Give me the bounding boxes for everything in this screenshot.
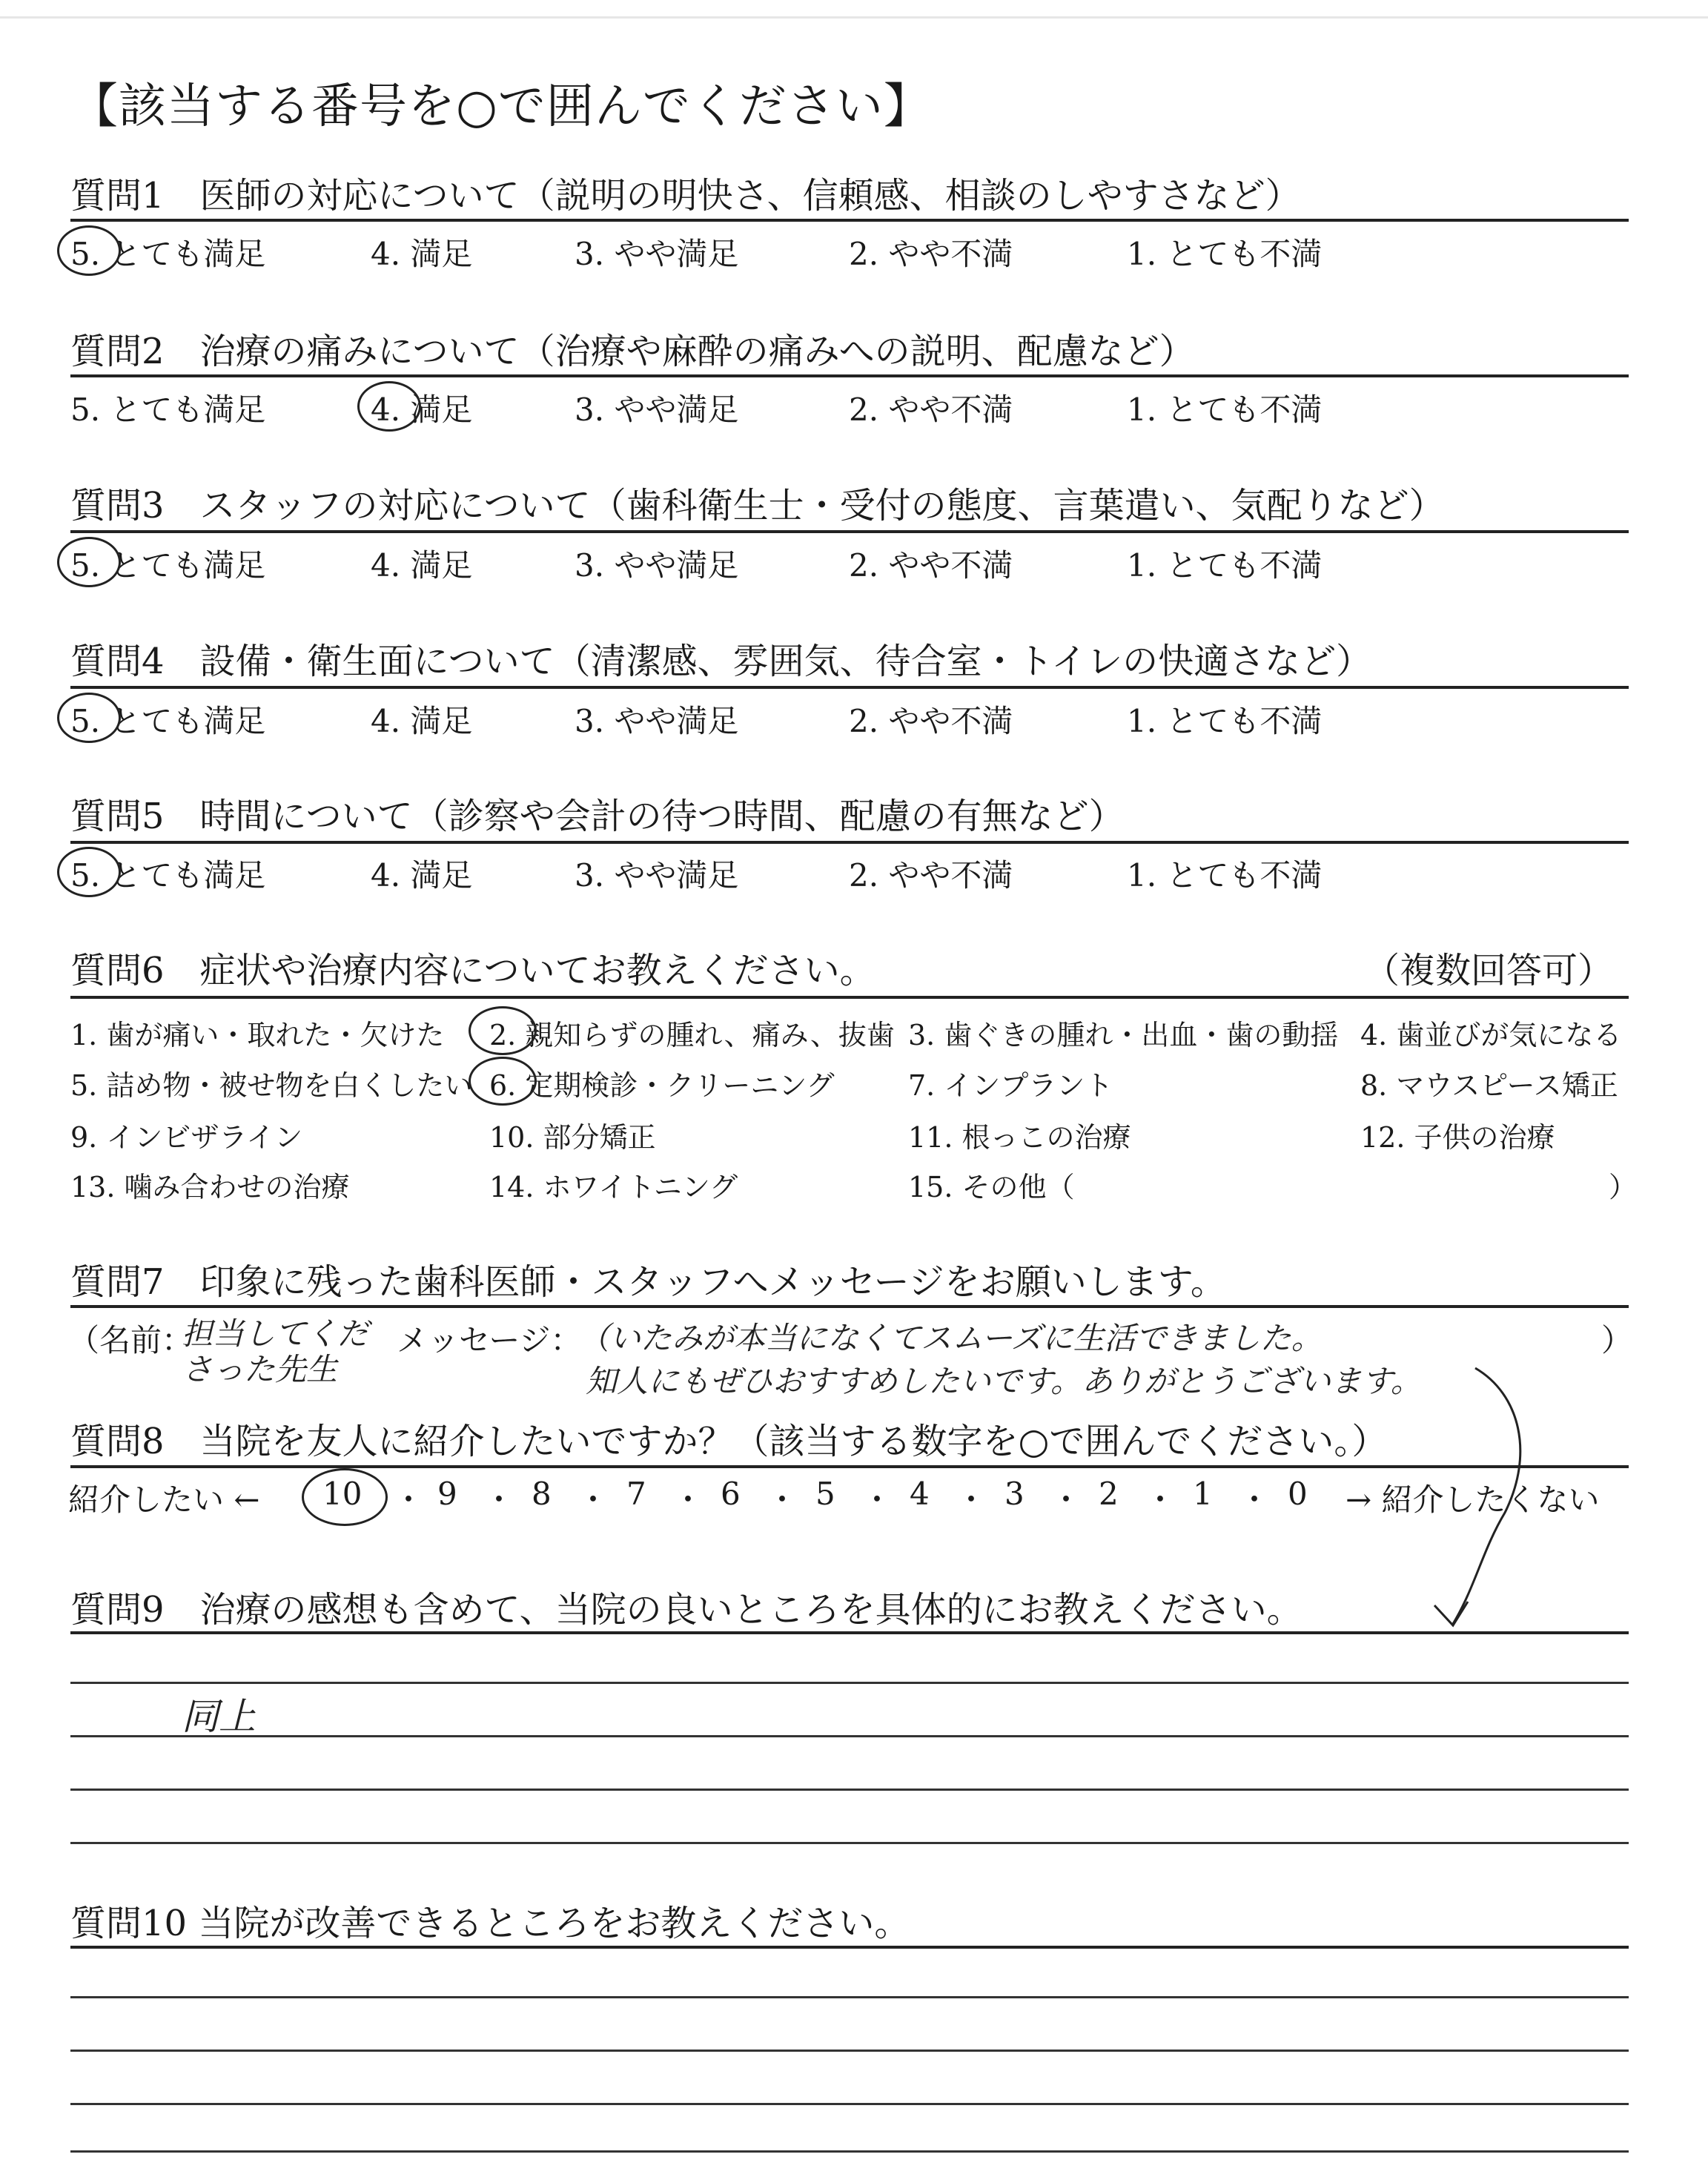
rating-option[interactable]: 1. とても不満 [1127,547,1323,584]
handwritten-name: 担当してくださった先生 [182,1315,369,1387]
question-7-title: 質問7 印象に残った歯科医師・スタッフへメッセージをお願いします。 [70,1261,1226,1303]
symptom-option[interactable]: 9. インビザライン [70,1121,303,1154]
scale-number[interactable]: 2 [1099,1476,1119,1512]
rating-option[interactable]: 1. とても不満 [1127,857,1323,894]
rating-option[interactable]: 3. やや満足 [575,703,739,739]
rating-option[interactable]: 1. とても不満 [1127,392,1323,428]
symptom-option[interactable]: 6. 定期検診・クリーニング [489,1069,835,1102]
scale-separator: ・ [861,1482,893,1518]
rating-option[interactable]: 1. とても不満 [1127,236,1323,272]
scale-number[interactable]: 10 [322,1476,363,1512]
question-8-title: 質問8 当院を友人に紹介したいですか？（該当する数字を○で囲んでください。） [70,1421,1388,1462]
rating-option[interactable]: 3. やや満足 [575,857,739,894]
rating-option[interactable]: 2. やや不満 [849,703,1013,739]
recommend-left-label: 紹介したい ← [68,1482,260,1518]
scale-separator: ・ [672,1482,704,1518]
question-6-note: （複数回答可） [1364,950,1614,991]
scale-number[interactable]: 9 [437,1476,457,1512]
rating-option[interactable]: 4. 満足 [371,236,473,272]
symptom-option[interactable]: 3. 歯ぐきの腫れ・出血・歯の動揺 [908,1019,1339,1051]
question-2-title: 質問2 治療の痛みについて（治療や麻酔の痛みへの説明、配慮など） [70,331,1195,372]
rating-option[interactable]: 2. やや不満 [849,547,1013,584]
symptom-option[interactable]: 2. 親知らずの腫れ、痛み、抜歯 [489,1019,895,1051]
handwritten-message-line-1: （いたみが本当になくてスムーズに生活できました。 [578,1320,1323,1356]
rating-option[interactable]: 5. とても満足 [70,857,266,894]
scale-number[interactable]: 6 [721,1476,741,1512]
symptom-option[interactable]: 10. 部分矯正 [489,1121,656,1154]
handwritten-answer-q9: 同上 [182,1695,256,1738]
question-5-title: 質問5 時間について（診察や会計の待つ時間、配慮の有無など） [70,796,1125,837]
scale-separator: ・ [956,1482,987,1518]
scale-number[interactable]: 4 [910,1476,930,1512]
scale-separator: ・ [483,1482,515,1518]
rating-option[interactable]: 3. やや満足 [575,547,739,584]
rating-option[interactable]: 5. とても満足 [70,392,266,428]
question-3-title: 質問3 スタッフの対応について（歯科衛生士・受付の態度、言葉遣い、気配りなど） [70,485,1445,526]
symptom-option[interactable]: 8. マウスピース矯正 [1360,1069,1618,1102]
symptom-option[interactable]: ） [1609,1171,1638,1203]
message-label: メッセージ： [397,1322,582,1358]
symptom-option[interactable]: 5. 詰め物・被せ物を白くしたい [70,1069,473,1102]
symptom-option[interactable]: 11. 根っこの治療 [908,1121,1131,1154]
symptom-option[interactable]: 15. その他（ [908,1171,1075,1203]
scale-number[interactable]: 0 [1288,1476,1308,1512]
rating-option[interactable]: 4. 満足 [371,857,473,894]
handwritten-message-line-2: 知人にもぜひおすすめしたいです。ありがとうございます。 [586,1363,1422,1399]
rating-option[interactable]: 4. 満足 [371,547,473,584]
rating-option[interactable]: 2. やや不満 [849,857,1013,894]
scale-number[interactable]: 5 [815,1476,835,1512]
question-6-title: 質問6 症状や治療内容についてお教えください。 [70,950,875,991]
scale-separator: ・ [1239,1482,1271,1518]
question-1-title: 質問1 医師の対応について（説明の明快さ、信頼感、相談のしやすさなど） [70,175,1301,217]
scale-number[interactable]: 1 [1193,1476,1213,1512]
message-close-paren: ） [1601,1322,1633,1358]
symptom-option[interactable]: 4. 歯並びが気になる [1360,1019,1622,1051]
rating-option[interactable]: 5. とても満足 [70,547,266,584]
scale-separator: ・ [393,1482,425,1518]
symptom-option[interactable]: 14. ホワイトニング [489,1171,738,1203]
scale-number[interactable]: 8 [532,1476,552,1512]
rating-option[interactable]: 3. やや満足 [575,236,739,272]
rating-option[interactable]: 3. やや満足 [575,392,739,428]
rating-option[interactable]: 2. やや不満 [849,392,1013,428]
scale-separator: ・ [767,1482,798,1518]
rating-option[interactable]: 4. 満足 [371,392,473,428]
rating-option[interactable]: 5. とても満足 [70,236,266,272]
rating-option[interactable]: 2. やや不満 [849,236,1013,272]
name-label: （名前： [68,1322,193,1358]
symptom-option[interactable]: 1. 歯が痛い・取れた・欠けた [70,1019,445,1051]
rating-option[interactable]: 5. とても満足 [70,703,266,739]
rating-option[interactable]: 1. とても不満 [1127,703,1323,739]
scale-separator: ・ [1145,1482,1176,1518]
question-9-title: 質問9 治療の感想も含めて、当院の良いところを具体的にお教えください。 [70,1589,1302,1631]
symptom-option[interactable]: 7. インプラント [908,1069,1113,1102]
scale-separator: ・ [577,1482,609,1518]
question-4-title: 質問4 設備・衛生面について（清潔感、雰囲気、待合室・トイレの快適さなど） [70,641,1372,682]
scale-number[interactable]: 7 [626,1476,646,1512]
rating-option[interactable]: 4. 満足 [371,703,473,739]
scale-separator: ・ [1050,1482,1082,1518]
symptom-option[interactable]: 12. 子供の治療 [1360,1121,1555,1154]
scale-number[interactable]: 3 [1004,1476,1025,1512]
question-10-title: 質問10 当院が改善できるところをお教えください。 [70,1903,910,1944]
recommend-right-label: → 紹介したくない [1345,1482,1600,1518]
page-header: 【該当する番号を○で囲んでください】 [70,79,932,134]
symptom-option[interactable]: 13. 噛み合わせの治療 [70,1171,350,1203]
